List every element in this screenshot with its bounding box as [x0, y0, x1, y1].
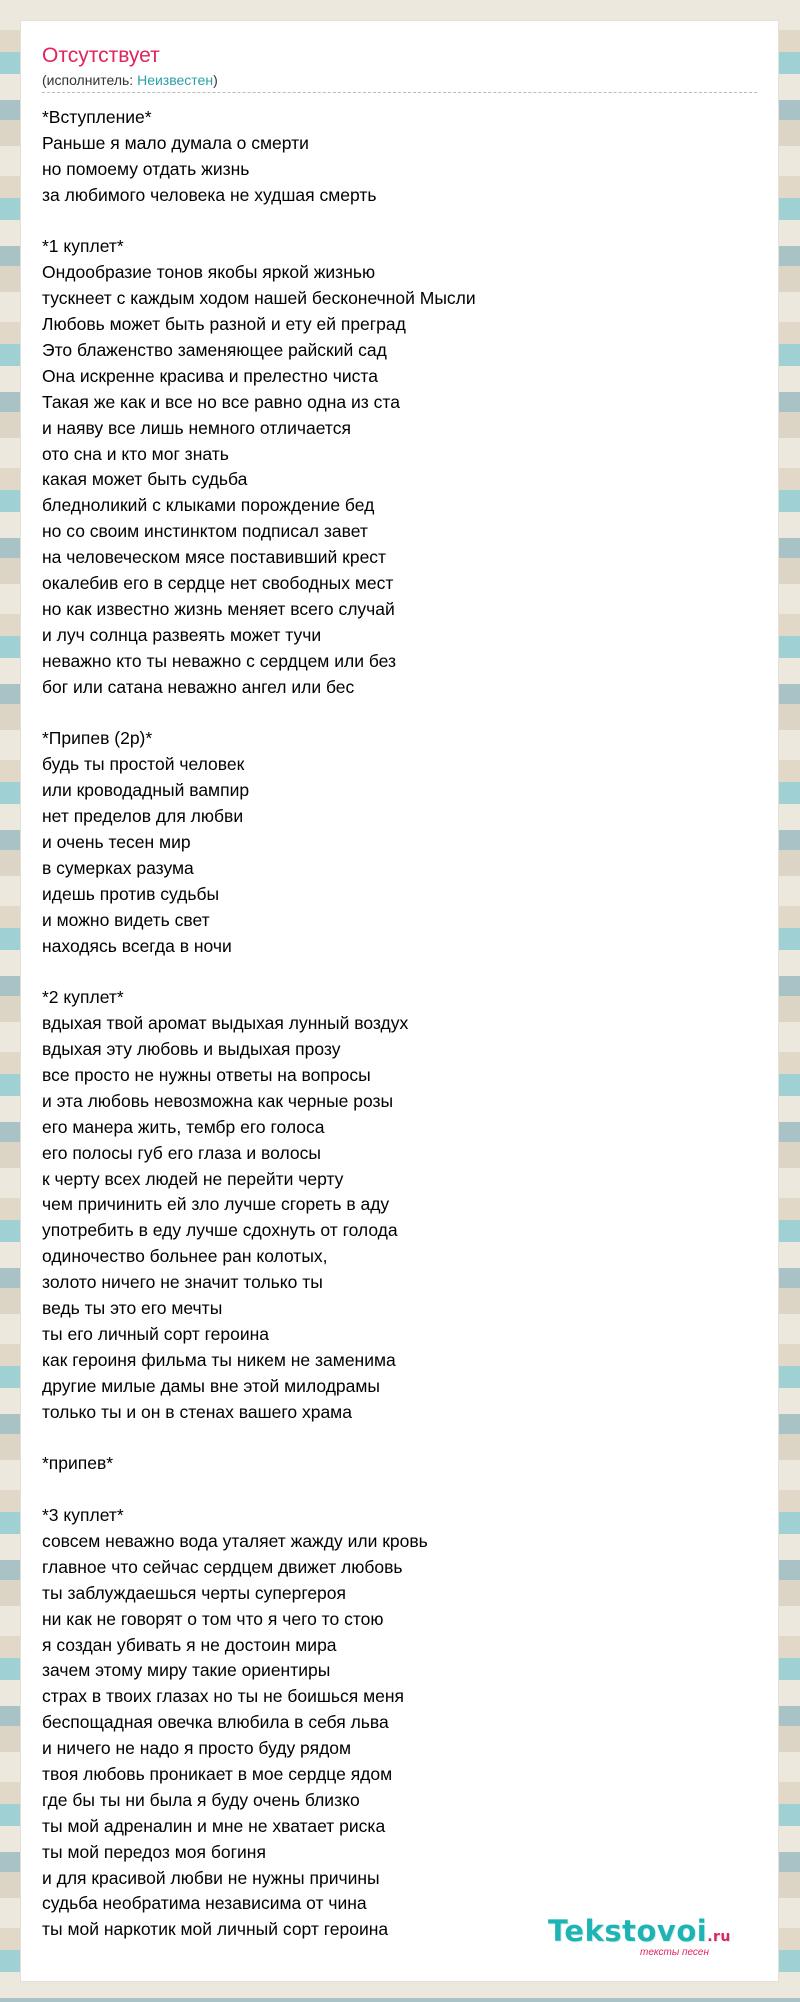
lyric-line: окалебив его в сердце нет свободных мест [42, 573, 394, 594]
lyric-line: *Припев (2р)* [42, 728, 153, 749]
lyric-line: но со своим инстинктом подписал завет [42, 521, 368, 542]
lyric-line: и очень тесен мир [42, 831, 191, 852]
logo-tagline: тексты песен [640, 1947, 709, 1958]
lyric-line: беспощадная овечка влюбила в себя льва [42, 1712, 389, 1733]
lyric-line: в сумерках разума [42, 857, 194, 878]
lyric-line: судьба необратима независима от чина [42, 1893, 367, 1914]
lyric-line: страх в твоих глазах но ты не боишься меня [42, 1686, 405, 1707]
lyric-line: какая может быть судьба [42, 469, 248, 490]
lyric-line: ты его личный сорт героина [42, 1323, 270, 1344]
lyric-line: Это блаженство заменяющее райский сад [42, 340, 387, 361]
byline-prefix: (исполнитель: [42, 72, 138, 88]
lyric-line: где бы ты ни была я буду очень близко [42, 1789, 360, 1810]
lyrics-card [21, 21, 778, 1981]
lyric-line: и наяву все лишь немного отличается [42, 417, 351, 438]
lyric-line: к черту всех людей не перейти черту [42, 1168, 344, 1189]
lyric-line: его манера жить, тембр его голоса [42, 1116, 325, 1137]
lyric-line: и можно видеть свет [42, 909, 210, 930]
artist-link[interactable]: Неизвестен [137, 72, 214, 88]
lyric-line: главное что сейчас сердцем движет любовь [42, 1556, 403, 1577]
lyric-line: нет пределов для любви [42, 806, 244, 827]
site-logo[interactable] [548, 1914, 758, 1960]
header-divider [42, 92, 757, 93]
lyric-line: употребить в еду лучше сдохнуть от голода [42, 1220, 398, 1241]
lyric-line: и луч солнца развеять может тучи [42, 624, 322, 645]
lyric-line: *2 куплет* [42, 987, 124, 1008]
lyric-line: Раньше я мало думала о смерти [42, 132, 309, 153]
lyric-line: за любимого человека не худшая смерть [42, 184, 377, 205]
lyric-line: вдыхая твой аромат выдыхая лунный воздух [42, 1013, 409, 1034]
lyric-line: но как известно жизнь меняет всего случай [42, 598, 395, 619]
song-header [42, 43, 757, 93]
artist-byline [42, 71, 757, 89]
logo-tld: .ru [707, 1929, 731, 1945]
lyric-line: Такая же как и все но все равно одна из ста [42, 391, 400, 412]
lyric-line: *1 куплет* [42, 236, 124, 257]
lyric-line: чем причинить ей зло лучше сгореть в аду [42, 1194, 390, 1215]
lyric-line: Ондообразие тонов якобы яркой жизнью [42, 262, 376, 283]
lyric-line: ты мой наркотик мой личный сорт героина [42, 1919, 389, 1940]
lyric-line: Любовь может быть разной и ету ей преград [42, 314, 406, 335]
lyric-line: ты мой адреналин и мне не хватает риска [42, 1815, 386, 1836]
lyric-line: совсем неважно вода уталяет жажду или кровь [42, 1530, 428, 1551]
lyric-line: идешь против судьбы [42, 883, 220, 904]
lyric-line: одиночество больнее ран колотых, [42, 1246, 328, 1267]
byline-suffix: ) [213, 72, 218, 88]
lyric-line: *3 куплет* [42, 1505, 124, 1526]
lyric-line: *Вступление* [42, 107, 152, 127]
lyric-line: его полосы губ его глаза и волосы [42, 1142, 321, 1163]
lyric-line: бог или сатана неважно ангел или бес [42, 676, 355, 697]
lyric-line: и ничего не надо я просто буду рядом [42, 1738, 352, 1759]
lyric-line: золото ничего не значит только ты [42, 1272, 323, 1293]
lyric-line: Она искренне красива и прелестно чиста [42, 365, 378, 386]
lyric-line: находясь всегда в ночи [42, 935, 232, 956]
lyric-line: будь ты простой человек [42, 754, 245, 775]
lyric-line: ведь ты это его мечты [42, 1297, 223, 1318]
lyric-line: но помоему отдать жизнь [42, 158, 250, 179]
lyric-line: бледноликий с клыками порождение бед [42, 495, 375, 516]
lyric-line: *припев* [42, 1453, 114, 1474]
lyric-line: и для красивой любви не нужны причины [42, 1867, 380, 1888]
lyric-line: неважно кто ты неважно с сердцем или без [42, 650, 397, 671]
blank-line [42, 1477, 757, 1503]
lyric-line: и эта любовь невозможна как черные розы [42, 1090, 394, 1111]
lyric-line: твоя любовь проникает в мое сердце ядом [42, 1764, 393, 1784]
lyric-line: только ты и он в стенах вашего храма [42, 1401, 352, 1422]
lyric-line: как героиня фильма ты никем не заменима [42, 1349, 396, 1370]
lyric-line: или кроводадный вампир [42, 780, 250, 801]
lyric-line: на человеческом мясе поставивший крест [42, 547, 387, 568]
blank-line [42, 959, 757, 985]
lyric-line: ото сна и кто мог знать [42, 443, 229, 464]
blank-line [42, 209, 757, 235]
logo-name: Tekstovoi [548, 1914, 708, 1948]
lyric-line: ты заблуждаешься черты супергероя [42, 1582, 347, 1603]
blank-line [42, 1425, 757, 1451]
lyric-line: ты мой передоз моя богиня [42, 1841, 266, 1862]
song-title: Отсутствует [42, 44, 160, 67]
lyric-line: ни как не говорят о том что я чего то стою [42, 1608, 384, 1629]
lyric-line: я создан убивать я не достоин мира [42, 1634, 337, 1655]
lyric-line: все просто не нужны ответы на вопросы [42, 1064, 371, 1085]
lyric-line: зачем этому миру такие ориентиры [42, 1660, 331, 1681]
lyrics-text [42, 105, 757, 1943]
lyric-line: вдыхая эту любовь и выдыхая прозу [42, 1039, 341, 1060]
lyric-line: другие милые дамы вне этой милодрамы [42, 1375, 380, 1396]
blank-line [42, 700, 757, 726]
lyric-line: тускнеет с каждым ходом нашей бесконечной Мысли [42, 288, 476, 309]
